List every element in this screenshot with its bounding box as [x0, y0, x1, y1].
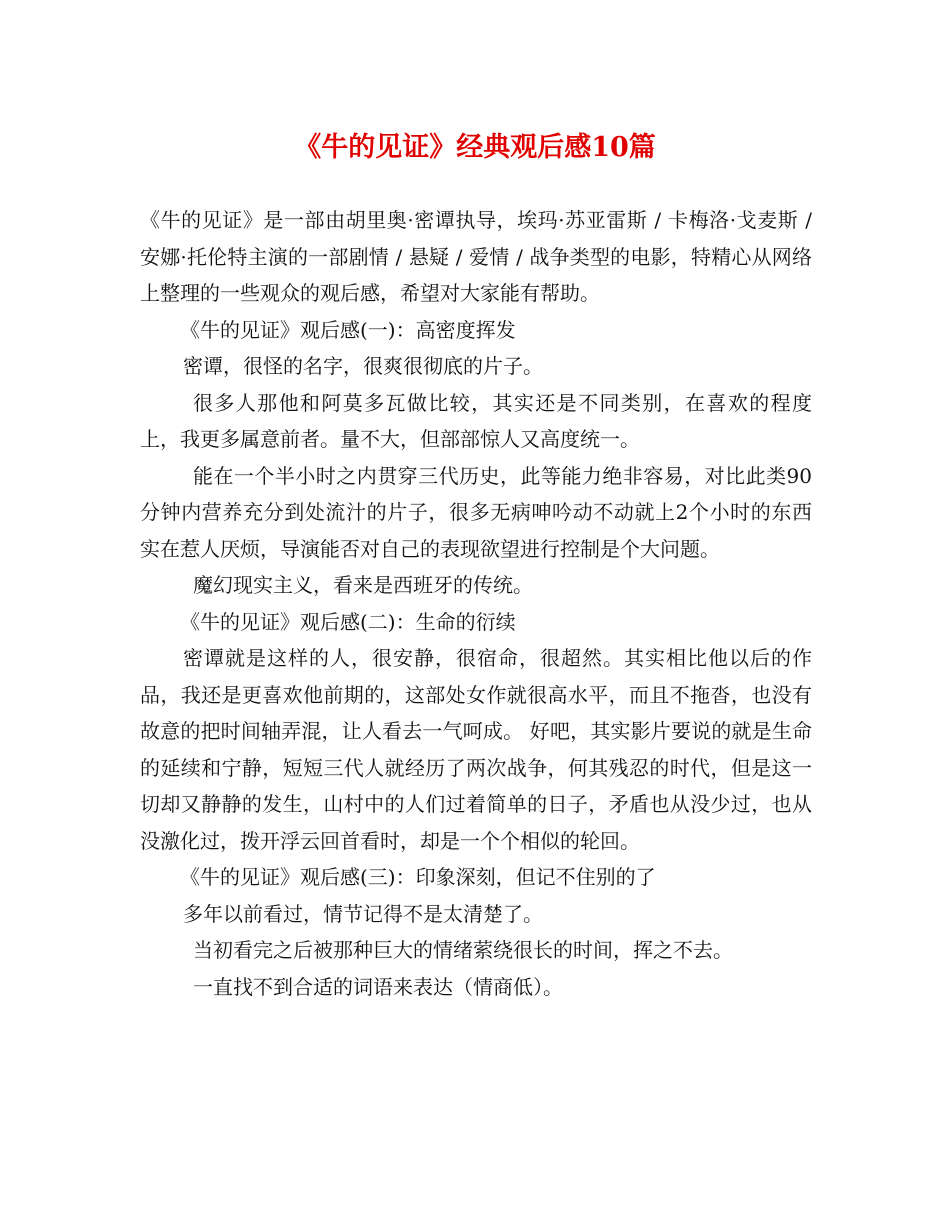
review-paragraph: 当初看完之后被那种巨大的情绪萦绕很长的时间，挥之不去。: [193, 938, 733, 962]
document-body: [140, 202, 812, 1005]
review-paragraph: 能在一个半小时之内贯穿三代历史，此等能力绝非容易，对比此类90分钟内营养充分到处流汁的片子，很多无病呻吟动不动就上2个小时的东西实在惹人厌烦，导演能否对自己的表现欲望进行控制是个大问题。: [140, 463, 812, 561]
review-paragraph: 很多人那他和阿莫多瓦做比较，其实还是不同类别，在喜欢的程度上，我更多属意前者。量不大，但部部惊人又高度统一。: [140, 390, 812, 451]
review-heading-3: 《牛的见证》观后感(三)：印象深刻，但记不住别的了: [180, 865, 656, 889]
review-paragraph: 一直找不到合适的词语来表达（情商低）。: [193, 974, 563, 999]
review-paragraph: 密谭，很怪的名字，很爽很彻底的片子。: [183, 354, 543, 378]
review-heading-2: 《牛的见证》观后感(二)：生命的衍续: [180, 609, 516, 634]
review-paragraph: 多年以前看过，情节记得不是太清楚了。: [183, 901, 543, 926]
intro-paragraph: 《牛的见证》是一部由胡里奥·密谭执导，埃玛·苏亚雷斯 / 卡梅洛·戈麦斯 / 安娜·托伦特主演的一部剧情 / 悬疑 / 爱情 / 战争类型的电影，特精心从网络上整理的一些观众的观后感，希望对大家能有帮助。: [140, 208, 812, 305]
review-paragraph: 密谭就是这样的人，很安静，很宿命，很超然。其实相比他以后的作品，我还是更喜欢他前期的，这部处女作就很高水平，而且不拖沓，也没有故意的把时间轴弄混，让人看去一气呵成。 好吧，其实影片要说的就是生命的延续和宁静，短短三代人就经历了两次战争，何其残忍的时代，但是这一切却又静静的发生，山村中的人们过着简单的日子，矛盾也从没少过，也从没激化过，拨开浮云回首看时，却是一个个相似的轮回。: [140, 646, 812, 853]
review-heading-1: 《牛的见证》观后感(一)：高密度挥发: [180, 317, 516, 342]
document-title: 《牛的见证》经典观后感10篇: [294, 132, 656, 163]
review-paragraph: 魔幻现实主义，看来是西班牙的传统。: [193, 573, 533, 597]
